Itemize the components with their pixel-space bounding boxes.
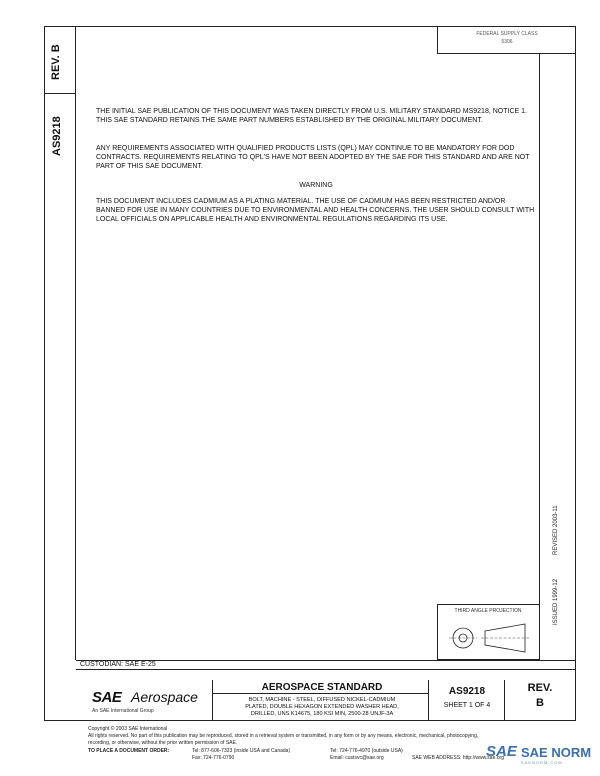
tb-divider-1 [212, 680, 213, 721]
federal-supply-class-box [437, 26, 576, 54]
footer-tel-2: Tel: 724-776-4970 (outside USA) [330, 748, 403, 754]
aerospace-logo-text: Aerospace [131, 689, 198, 705]
projection-symbol-icon [447, 618, 537, 658]
revised-date: REVISED 2003-11 [553, 505, 559, 555]
side-rev-value: B [50, 44, 62, 53]
side-rev-label: REV. [50, 55, 62, 80]
standard-description [216, 697, 428, 718]
tb-title-rule [212, 693, 428, 694]
side-rev [50, 44, 62, 80]
watermark-logo: SAE [486, 743, 517, 760]
footer-rights: All rights reserved. No part of this publication may be reproduced, stored in a retrieval system or transmitted, in any form or by any means, electronic, mechanical, photocopying, [88, 733, 479, 739]
tb-divider-2 [428, 680, 429, 721]
footer-copyright: Copyright © 2003 SAE International [88, 726, 168, 732]
watermark-text: SAE NORM [521, 745, 592, 760]
rev-label: REV. [527, 682, 553, 694]
desc-line-1: BOLT, MACHINE - STEEL, DIFFUSED NICKEL-CADMIUM [248, 697, 396, 703]
footer-order-label: TO PLACE A DOCUMENT ORDER: [88, 748, 170, 754]
footer-tel-1: Tel: 877-606-7323 (inside USA and Canada) [192, 748, 291, 754]
fsc-label: FEDERAL SUPPLY CLASS [476, 31, 538, 37]
intro-paragraph: THE INITIAL SAE PUBLICATION OF THIS DOCUMENT WAS TAKEN DIRECTLY FROM U.S. MILITARY STANDARD MS9218, NOTICE 1. THIS SAE STANDARD RETAINS THE SAME PART NUMBERS ESTABLISHED BY THE ORIGINAL MILITARY DOCUMENT. [96, 108, 527, 124]
footer-web[interactable]: SAE WEB ADDRESS: http://www.sae.org [412, 755, 504, 761]
rev-value: B [536, 697, 544, 709]
issued-date: ISSUED 1999-12 [553, 578, 559, 625]
footer-fax: Fax: 724-776-0790 [192, 755, 235, 761]
footer-email: Email: custsvc@sae.org [330, 755, 384, 761]
desc-line-3: DRILLED, UNS K14675, 180 KSI MIN, 2500-28 UNJF-3A [250, 711, 394, 717]
desc-line-2: PLATED, DOUBLE HEXAGON EXTENDED WASHER HEAD, [245, 704, 399, 710]
sheet-number: SHEET 1 OF 4 [443, 702, 491, 709]
logo-subtitle: An SAE International Group [92, 708, 154, 714]
doc-number: AS9218 [448, 686, 486, 697]
standard-title: AEROSPACE STANDARD [261, 682, 383, 693]
watermark-subtext: SAENORM.COM [521, 760, 563, 765]
custodian: CUSTODIAN: SAE E-25 [80, 661, 156, 668]
right-strip [539, 54, 576, 660]
footer-rights-2: recording, or otherwise, without the prior written permission of SAE. [88, 740, 238, 746]
warning-text: THIS DOCUMENT INCLUDES CADMIUM AS A PLATING MATERIAL. THE USE OF CADMIUM HAS BEEN RESTRICTED AND/OR BANNED FOR USE IN MANY COUNTRIES DUE TO ENVIRONMENTAL AND HEALTH CONCERNS. THE USER SHOULD CONSULT WITH LOCAL OFFICIALS ON APPLICABLE HEALTH AND ENVIRONMENTAL REGULATIONS REGARDING ITS USE. [96, 198, 535, 223]
warning-title: WARNING [299, 182, 333, 189]
qpl-paragraph: ANY REQUIREMENTS ASSOCIATED WITH QUALIFIED PRODUCTS LISTS (QPL) MAY CONTINUE TO BE MANDATORY FOR DOD CONTRACTS. REQUIREMENTS RELATING TO QPL'S HAVE NOT BEEN ADOPTED BY THE SAE FOR THIS STANDARD AND ARE NOT PART OF THIS SAE DOCUMENT. [96, 145, 530, 170]
side-doc-number: AS9218 [51, 116, 63, 156]
fsc-value: 5306 [501, 39, 513, 45]
sae-logo: SAE [92, 689, 122, 706]
projection-title: THIRD ANGLE PROJECTION [454, 608, 522, 614]
